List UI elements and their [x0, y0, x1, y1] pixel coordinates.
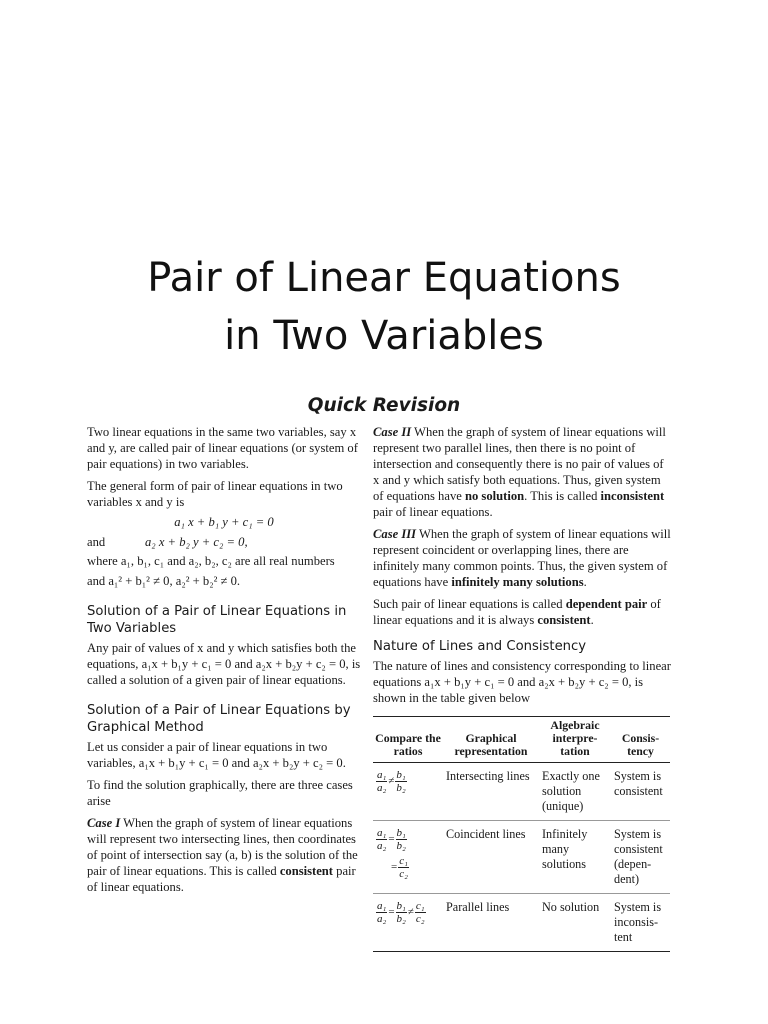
- general-form-paragraph: The general form of pair of linear equations in two variables x and y is: [87, 479, 343, 509]
- graphical-paragraph: Let us consider a pair of linear equations in two variables, a₁x + b₁y + c₁ = 0 and a₂x + b₂y + c₂ = 0.: [87, 740, 346, 770]
- case-1-label: Case I: [87, 816, 121, 830]
- condition-text: and a₁² + b₁² ≠ 0, a₂² + b₂² ≠ 0.: [87, 574, 241, 588]
- where-text: where a₁, b₁, c₁ and a₂, b₂, c₂ are all real numbers: [87, 554, 335, 568]
- case-2-paragraph: [373, 424, 673, 520]
- table-row: [373, 894, 670, 952]
- equal-sign: =: [388, 906, 395, 918]
- case-1-bold: consistent: [279, 864, 334, 878]
- graphical-method-heading: Solution of a Pair of Linear Equations by Graphical Method: [87, 703, 351, 735]
- fraction-c1-c2: $\frac{\text{c₁}}{\text{c₂}}$: [415, 900, 425, 925]
- table-row: [373, 763, 670, 821]
- dependent-bold-2: consistent: [537, 613, 591, 627]
- case-3-label: Case III: [373, 527, 417, 541]
- case-1-text-a: When the graph of system of linear equations will represent two intersecting lines, then coordinates of point of intersection say (a, b) is the solution of the pair of linear equations. This is called: [87, 816, 358, 878]
- not-equal-sign: ≠: [407, 906, 414, 918]
- nature-paragraph: The nature of lines and consistency corresponding to linear equations a₁x + b₁y + c₁ = 0 and a₂x + b₂y + c₂ = 0, is shown in the table given below: [373, 659, 671, 705]
- case-3-bold: infinitely many solutions: [451, 575, 584, 589]
- case-2-text-a: When the graph of system of linear equations will represent two parallel lines, then there is no point of intersection and consequently there is no pair of values of x and y which satisfy both equations. Thus, given system of equations have: [373, 425, 666, 503]
- solution-paragraph: Any pair of values of x and y which satisfies both the equations, a₁x + b₁y + c₁ = 0 and a₂x + b₂y + c₂ = 0, is called a solution of a given pair of linear equations.: [87, 641, 361, 687]
- right-column: [373, 424, 673, 952]
- general-equation-1: a₁ x + b₁ y + c₁ = 0: [174, 515, 274, 529]
- general-equation-2: a₂ x + b₂ y + c₂ = 0,: [145, 535, 248, 549]
- and-label: and: [87, 535, 106, 549]
- dependent-text-c: .: [590, 613, 594, 627]
- not-equal-sign: ≠: [388, 775, 395, 787]
- case-3-text-a: When the graph of system of linear equations will represent coincident or overlapping lines, there are infinitely many common points. Thus, the given system of equations have: [373, 527, 671, 589]
- dependent-bold-1: dependent pair: [565, 597, 648, 611]
- equal-sign: =: [388, 833, 395, 845]
- ratio-cell-2: [373, 821, 443, 894]
- case-2-text-b: . This is called: [524, 489, 601, 503]
- intro-paragraph: Two linear equations in the same two variables, say x and y, are called pair of linear equations (or system of pair equations) in two variables.: [87, 425, 358, 471]
- case-2-bold-2: inconsistent: [600, 489, 665, 503]
- dependent-text-b: of linear equations and it is always: [373, 597, 661, 627]
- fraction-a1-a2: $\frac{\text{a₁}}{\text{a₂}}$: [377, 827, 387, 852]
- header-compare: Compare the ratios: [373, 717, 443, 763]
- graphical-cell-2: Coincident lines: [443, 821, 539, 894]
- find-solution-paragraph: To find the solution graphically, there are three cases arise: [87, 778, 353, 808]
- ratio-cell-1: [373, 763, 443, 821]
- header-algebraic: Algebraic interpre-tation: [539, 717, 611, 763]
- header-graphical: Graphical representation: [443, 717, 539, 763]
- consistency-cell-2: System is consistent (depen-dent): [611, 821, 670, 894]
- solution-heading: Solution of a Pair of Linear Equations in Two Variables: [87, 604, 347, 636]
- graphical-cell-3: Parallel lines: [443, 894, 539, 952]
- consistency-cell-1: System is consistent: [611, 763, 670, 821]
- page-title-line-2: in Two Variables: [224, 313, 544, 359]
- case-2-bold-1: no solution: [464, 489, 525, 503]
- case-2-label: Case II: [373, 425, 412, 439]
- fraction-b1-b2: $\frac{\text{b₁}}{\text{b₂}}$: [396, 769, 406, 794]
- header-consistency: Consis-tency: [611, 717, 670, 763]
- fraction-c1-c2: $\frac{\text{c₁}}{\text{c₂}}$: [399, 855, 408, 880]
- case-2-text-c: pair of linear equations.: [373, 505, 493, 519]
- page-title-line-1: Pair of Linear Equations: [147, 255, 621, 301]
- case-3-paragraph: [373, 526, 673, 590]
- case-3-text-b: .: [583, 575, 587, 589]
- consistency-cell-3: System is inconsis-tent: [611, 894, 670, 952]
- general-equation-2-line: [87, 534, 361, 550]
- algebraic-cell-3: No solution: [539, 894, 611, 952]
- fraction-b1-b2: $\frac{\text{b₁}}{\text{b₂}}$: [396, 900, 406, 925]
- table-header-row: [373, 717, 670, 763]
- fraction-a1-a2: $\frac{\text{a₁}}{\text{a₂}}$: [377, 900, 387, 925]
- fraction-b1-b2: $\frac{\text{b₁}}{\text{b₂}}$: [396, 827, 406, 852]
- left-column: [87, 424, 361, 895]
- nature-heading: Nature of Lines and Consistency: [373, 639, 587, 654]
- algebraic-cell-2: Infinitely many solutions: [539, 821, 611, 894]
- equal-sign: =: [391, 861, 398, 873]
- consistency-table: [373, 716, 670, 952]
- table-row: [373, 821, 670, 894]
- fraction-a1-a2: $\frac{\text{a₁}}{\text{a₂}}$: [377, 769, 387, 794]
- graphical-cell-1: Intersecting lines: [443, 763, 539, 821]
- quick-revision-heading: Quick Revision: [307, 395, 461, 416]
- case-1-text-b: pair of linear equations.: [87, 864, 356, 894]
- dependent-pair-paragraph: [373, 596, 673, 628]
- algebraic-cell-1: Exactly one solution (unique): [539, 763, 611, 821]
- dependent-text-a: Such pair of linear equations is called: [373, 597, 566, 611]
- case-1-paragraph: [87, 815, 361, 895]
- ratio-cell-3: [373, 894, 443, 952]
